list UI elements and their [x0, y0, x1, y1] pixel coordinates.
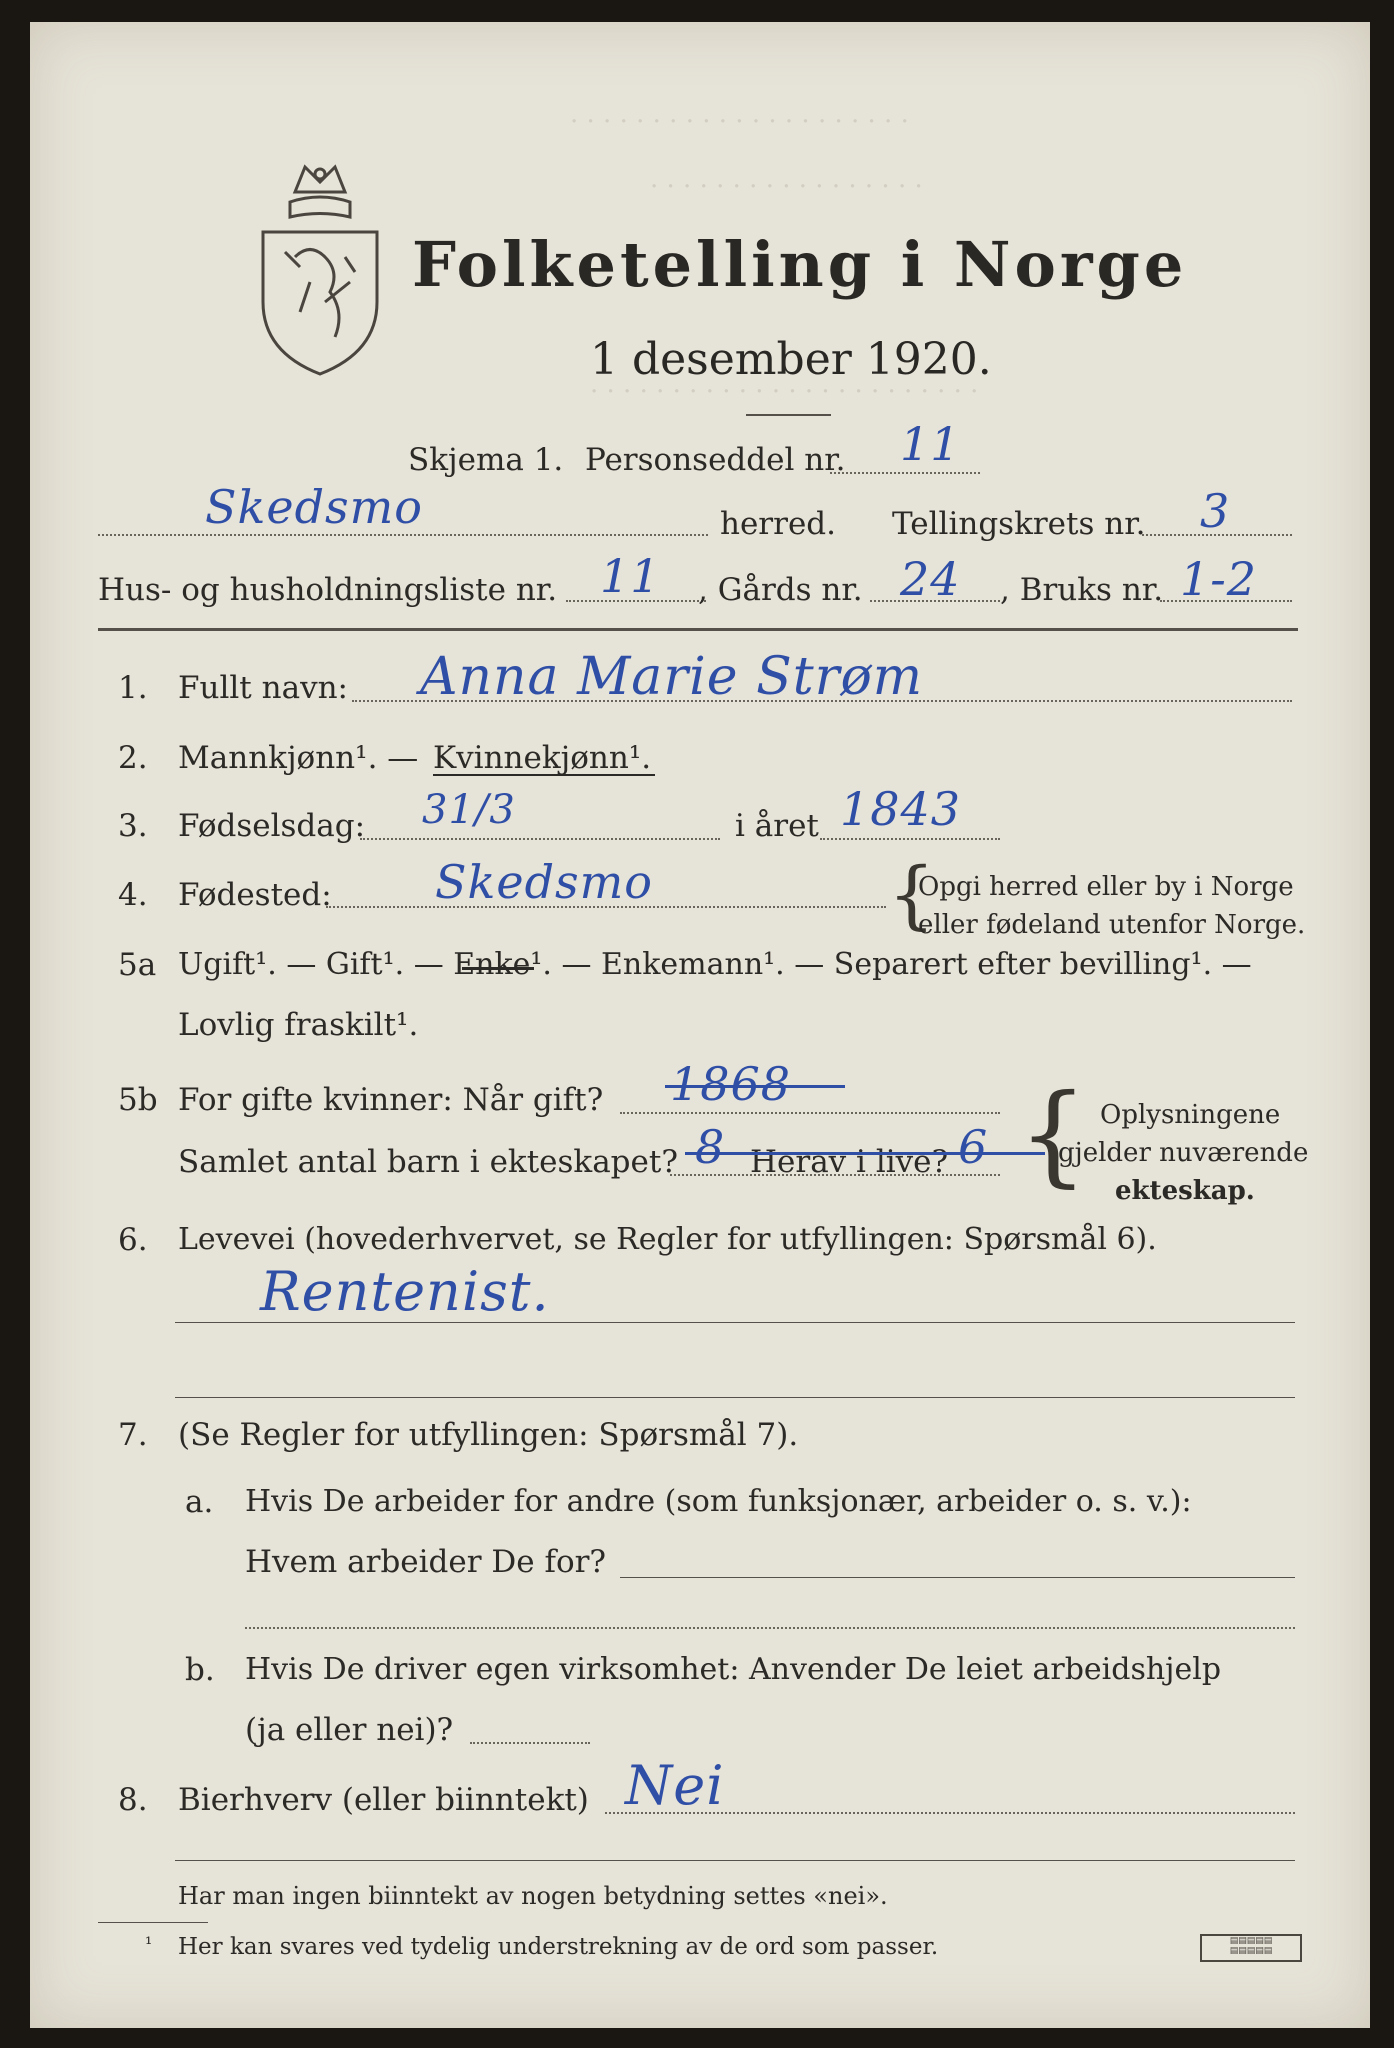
q6-number: 6. [118, 1222, 148, 1258]
bruks-value: 1-2 [1180, 552, 1258, 606]
married-year-field[interactable] [620, 1112, 1000, 1114]
personseddel-field[interactable] [830, 472, 980, 474]
title-divider [746, 414, 831, 416]
q5b-brace: { [1018, 1070, 1088, 1198]
children-strike [685, 1152, 1045, 1155]
q1-label: Fullt navn: [178, 670, 348, 706]
q4-label: Fødested: [178, 877, 332, 913]
q5b-note-line1: Oplysningene [1100, 1100, 1281, 1130]
q7-label: (Se Regler for utfyllingen: Spørsmål 7). [178, 1417, 799, 1453]
husholdningsliste-label: Hus- og husholdningsliste nr. [98, 572, 558, 608]
q7a-letter: a. [185, 1484, 214, 1520]
q7b-line1: Hvis De driver egen virksomhet: Anvender De leiet arbeidshjelp [245, 1652, 1222, 1687]
printer-stamp: ▤▤▤▤▤ ▤▤▤▤▤ [1200, 1934, 1302, 1962]
q4-note-line2: eller fødeland utenfor Norge. [918, 910, 1306, 940]
children-label: Samlet antal barn i ekteskapet? [178, 1144, 678, 1180]
q5b-number: 5b [118, 1082, 158, 1118]
children-field[interactable] [670, 1174, 1000, 1176]
married-year-strike [665, 1085, 845, 1088]
norwegian-coat-of-arms-icon [255, 162, 385, 382]
form-date: 1 desember 1920. [590, 334, 992, 385]
occupation-line-2[interactable] [175, 1397, 1295, 1398]
footer-divider [175, 1860, 1295, 1861]
q1-number: 1. [118, 670, 148, 706]
married-year-value: 1868 [670, 1057, 792, 1111]
birthdate-field[interactable] [360, 838, 720, 840]
tellingskrets-label: Tellingskrets nr. [892, 506, 1146, 542]
full-name-value: Anna Marie Strøm [420, 647, 924, 707]
marital-status-divorced[interactable]: Lovlig fraskilt¹. [178, 1007, 419, 1043]
q8-label: Bierhverv (eller biinntekt) [178, 1782, 589, 1818]
bruks-label: , Bruks nr. [1000, 572, 1164, 608]
children-value: 8 [695, 1120, 726, 1174]
q5b-note-line2: gjelder nuværende [1058, 1138, 1309, 1168]
q8-number: 8. [118, 1782, 148, 1818]
alive-label: Herav i live? [750, 1144, 949, 1180]
birthyear-field[interactable] [820, 838, 1000, 840]
q7a-line1: Hvis De arbeider for andre (som funksjonær, arbeider o. s. v.): [245, 1484, 1192, 1519]
q6-label: Levevei (hovederhvervet, se Regler for utfyllingen: Spørsmål 6). [178, 1222, 1157, 1257]
footer-note: Har man ingen biinntekt av nogen betydning settes «nei». [178, 1882, 888, 1910]
employer-field[interactable] [620, 1577, 1295, 1578]
census-form-page [30, 22, 1370, 2028]
q3-number: 3. [118, 808, 148, 844]
gards-value: 24 [900, 552, 961, 606]
marital-status-options[interactable]: Ugift¹. — Gift¹. — Enke¹. — Enkemann¹. — Separert efter bevilling¹. — [178, 947, 1252, 982]
q5a-number: 5a [118, 947, 157, 983]
q2-female-option[interactable]: Kvinnekjønn¹. [433, 740, 652, 776]
footnote-mark: ¹ [145, 1934, 153, 1955]
q7-number: 7. [118, 1417, 148, 1453]
herred-field[interactable] [98, 534, 708, 536]
q5b-note-line3: ekteskap. [1115, 1176, 1255, 1206]
q3-label: Fødselsdag: [178, 808, 366, 844]
form-title: Folketelling i Norge [412, 228, 1188, 301]
employer-field-2[interactable] [245, 1627, 1295, 1629]
herred-label: herred. [720, 506, 836, 542]
q7b-line2: (ja eller nei)? [245, 1712, 454, 1748]
personseddel-value: 11 [900, 417, 961, 471]
female-underline [433, 774, 655, 776]
married-label: For gifte kvinner: Når gift? [178, 1082, 604, 1118]
q4-number: 4. [118, 877, 148, 913]
birthplace-value: Skedsmo [435, 855, 653, 909]
footnote-text: Her kan svares ved tydelig understrekning av de ord som passer. [178, 1934, 939, 1960]
tellingskrets-value: 3 [1200, 484, 1231, 538]
bleed-through-text: · · · · · · · · · · · · · · · · · · · · · [570, 107, 909, 137]
q4-brace: { [888, 852, 936, 938]
footnote-divider [98, 1922, 208, 1923]
enke-strike [462, 967, 534, 970]
q2-male-option[interactable]: Mannkjønn¹. — [178, 740, 419, 776]
q7a-line2: Hvem arbeider De for? [245, 1544, 607, 1580]
birthyear-label: i året [735, 808, 819, 844]
q2-number: 2. [118, 740, 148, 776]
birthdate-value: 31/3 [422, 787, 516, 833]
hired-help-field[interactable] [470, 1742, 590, 1744]
skjema-label: Skjema 1. [408, 442, 564, 478]
q4-note-line1: Opgi herred eller by i Norge [918, 872, 1294, 902]
q7b-letter: b. [185, 1652, 215, 1688]
bleed-through-text: · · · · · · · · · · · · · · · · · · · · · · · · [590, 377, 979, 407]
occupation-line-1[interactable] [175, 1322, 1295, 1323]
gards-label: , Gårds nr. [698, 572, 863, 608]
birthyear-value: 1843 [840, 782, 962, 836]
husholdningsliste-value: 11 [600, 549, 661, 603]
bleed-through-text: · · · · · · · · · · · · · · · · · [650, 172, 923, 202]
header-divider [98, 628, 1298, 631]
alive-value: 6 [958, 1120, 989, 1174]
herred-value: Skedsmo [205, 480, 423, 534]
occupation-value: Rentenist. [260, 1260, 550, 1323]
side-income-value: Nei [625, 1754, 725, 1817]
personseddel-label: Personseddel nr. [585, 442, 846, 478]
